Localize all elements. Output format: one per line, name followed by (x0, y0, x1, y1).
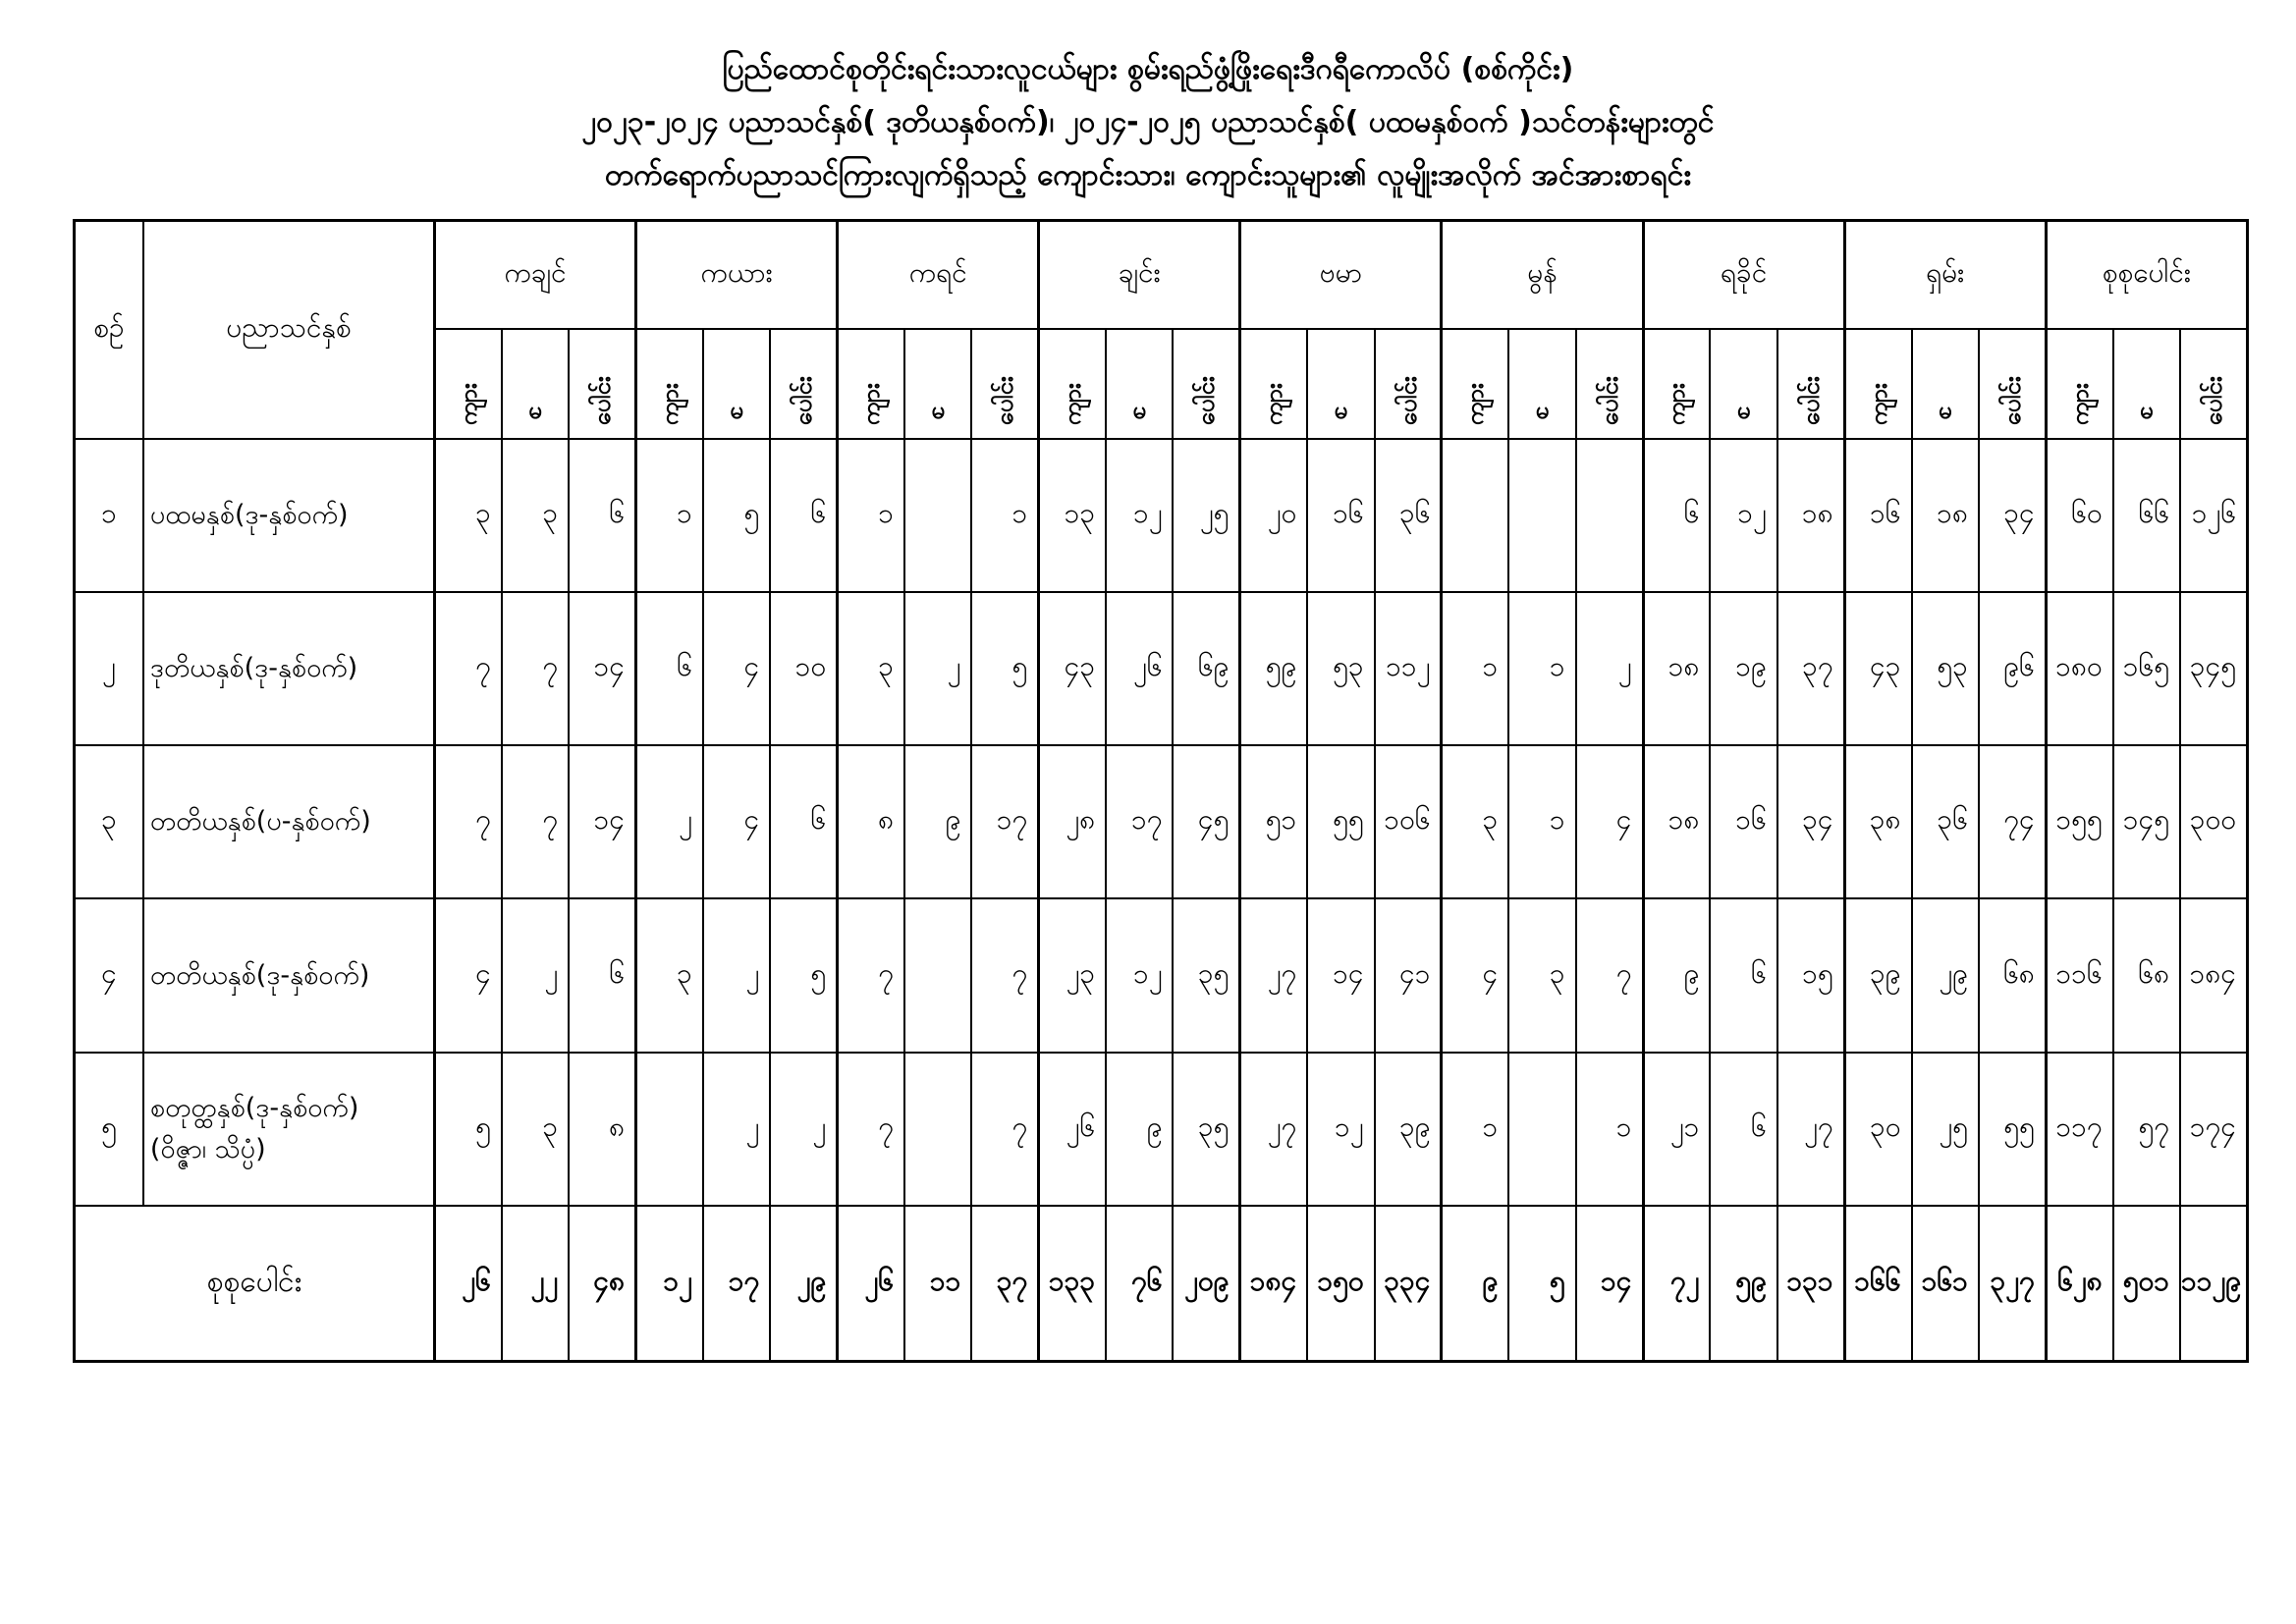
header-sub (569, 329, 635, 439)
total-cell: ၂၆ (838, 1206, 904, 1361)
year-cell (143, 898, 435, 1052)
count-cell: ၇ (838, 1053, 904, 1206)
header-sub-label: ကျား (1059, 383, 1087, 426)
count-cell: ၂ (703, 1053, 770, 1206)
total-cell: ၃၃၄ (1375, 1206, 1442, 1361)
header-sub (502, 329, 569, 439)
table-row (75, 592, 2248, 745)
year-cell (143, 439, 435, 592)
header-sub (1173, 329, 1239, 439)
count-cell: ၁ (636, 439, 703, 592)
header-sub (2046, 329, 2112, 439)
count-cell: ၁၆၅ (2113, 592, 2180, 745)
count-cell: ၂ (703, 898, 770, 1052)
table-row (75, 1053, 2248, 1206)
header-sub (838, 329, 904, 439)
year-line: စတုတ္ထနှစ်(ဒု-နှစ်ဝက်) (149, 1092, 359, 1123)
count-cell: ၁ (1442, 592, 1508, 745)
header-sub (1643, 329, 1710, 439)
header-sub (971, 329, 1038, 439)
count-cell: ၂၇ (1777, 1053, 1844, 1206)
year-line: ဒုတိယနှစ်(ဒု-နှစ်ဝက်) (149, 652, 358, 683)
count-cell: ၂၆ (1106, 592, 1173, 745)
year-cell (143, 1053, 435, 1206)
header-sub (636, 329, 703, 439)
count-cell: ၁၈၄ (2180, 898, 2248, 1052)
count-cell: ၂ (904, 592, 971, 745)
count-cell: ၂၆ (1039, 1053, 1106, 1206)
count-cell: ၁၆ (1710, 745, 1777, 898)
header-sub (1442, 329, 1508, 439)
total-cell: ၂၉ (770, 1206, 837, 1361)
count-cell: ၅ (703, 439, 770, 592)
count-cell: ၁၅ (1777, 898, 1844, 1052)
count-cell: ၁၀ (770, 592, 837, 745)
header-sub (1375, 329, 1442, 439)
header-sub (770, 329, 837, 439)
count-cell: ၁ (838, 439, 904, 592)
count-cell: ၃၆ (1375, 439, 1442, 592)
count-cell: ၃၀၀ (2180, 745, 2248, 898)
total-cell: ၁၁ (904, 1206, 971, 1361)
count-cell: ၃၇ (1777, 592, 1844, 745)
count-cell: ၇ (434, 592, 501, 745)
total-cell: ၂၀၉ (1173, 1206, 1239, 1361)
header-group: ကယား (636, 221, 838, 329)
count-cell: ၉ (904, 745, 971, 898)
count-cell: ၁ (1576, 1053, 1643, 1206)
total-cell: ၆၂၈ (2046, 1206, 2112, 1361)
count-cell: ၅၁ (1240, 745, 1307, 898)
grand-total-label: စုစုပေါင်း (75, 1206, 435, 1361)
count-cell: ၂၀ (1240, 439, 1307, 592)
count-cell: ၃၆ (1912, 745, 1979, 898)
count-cell: ၃ (1508, 898, 1575, 1052)
serial-cell: ၂ (75, 592, 143, 745)
year-cell (143, 745, 435, 898)
serial-cell: ၄ (75, 898, 143, 1052)
total-cell: ၅ (1508, 1206, 1575, 1361)
count-cell: ၄၃ (1844, 592, 1911, 745)
count-cell: ၂၅ (1912, 1053, 1979, 1206)
total-cell: ၇၆ (1106, 1206, 1173, 1361)
count-cell: ၂၃ (1039, 898, 1106, 1052)
count-cell: ၇ (838, 898, 904, 1052)
count-cell: ၇ (502, 592, 569, 745)
header-group: ကချင် (434, 221, 635, 329)
count-cell: ၆ (770, 439, 837, 592)
count-cell: ၂၇ (1240, 898, 1307, 1052)
header-sub-label: မ (1736, 396, 1751, 424)
count-cell: ၂၇ (1240, 1053, 1307, 1206)
header-sub-label: မ (1132, 396, 1147, 424)
count-cell: ၃၉ (1844, 898, 1911, 1052)
count-cell: ၉ (1643, 898, 1710, 1052)
header-sub (1039, 329, 1106, 439)
count-cell (1576, 439, 1643, 592)
serial-cell: ၃ (75, 745, 143, 898)
count-cell: ၁၂၆ (2180, 439, 2248, 592)
header-academic-year: ပညာသင်နှစ် (143, 221, 435, 439)
count-cell: ၁၂ (1307, 1053, 1374, 1206)
total-cell: ၁၂ (636, 1206, 703, 1361)
count-cell: ၇ (971, 898, 1038, 1052)
count-cell: ၁၄ (569, 745, 635, 898)
count-cell: ၆၀ (2046, 439, 2112, 592)
count-cell: ၃၈ (1844, 745, 1911, 898)
count-cell: ၁၈၀ (2046, 592, 2112, 745)
count-cell: ၅၉ (1240, 592, 1307, 745)
count-cell (636, 1053, 703, 1206)
count-cell: ၁၇ (1106, 745, 1173, 898)
total-cell: ၅၉ (1710, 1206, 1777, 1361)
count-cell: ၁၄ (1307, 898, 1374, 1052)
count-cell: ၂၁ (1643, 1053, 1710, 1206)
serial-cell: ၅ (75, 1053, 143, 1206)
count-cell: ၃ (636, 898, 703, 1052)
count-cell: ၆ (1710, 1053, 1777, 1206)
header-group: ရှမ်း (1844, 221, 2046, 329)
count-cell: ၁ (1442, 1053, 1508, 1206)
count-cell: ၃ (1442, 745, 1508, 898)
count-cell: ၁ (1508, 592, 1575, 745)
year-cell (143, 592, 435, 745)
header-sub (1576, 329, 1643, 439)
table-row (75, 745, 2248, 898)
count-cell: ၆ (569, 898, 635, 1052)
header-sub-label: ပေါင်း (790, 376, 818, 426)
count-cell: ၂၈ (1039, 745, 1106, 898)
count-cell: ၄ (703, 592, 770, 745)
count-cell: ၁၉ (1710, 592, 1777, 745)
count-cell: ၁၂ (1106, 439, 1173, 592)
total-cell: ၁၁၂၉ (2180, 1206, 2248, 1361)
count-cell: ၄ (703, 745, 770, 898)
count-cell: ၅၃ (1307, 592, 1374, 745)
count-cell: ၉ (1106, 1053, 1173, 1206)
count-cell (904, 1053, 971, 1206)
count-cell: ၆ (636, 592, 703, 745)
header-sub (904, 329, 971, 439)
header-sub-label: ကျား (2065, 383, 2094, 426)
count-cell: ၁၁၇ (2046, 1053, 2112, 1206)
header-sub-label: မ (1334, 396, 1348, 424)
count-cell: ၇ (1576, 898, 1643, 1052)
count-cell: ၅၅ (1979, 1053, 2046, 1206)
table-row (75, 439, 2248, 592)
total-cell: ၁၆၁ (1912, 1206, 1979, 1361)
count-cell: ၁၁၂ (1375, 592, 1442, 745)
header-sub-label: မ (1535, 396, 1550, 424)
count-cell: ၂ (636, 745, 703, 898)
count-cell: ၆၆ (2113, 439, 2180, 592)
count-cell (1508, 1053, 1575, 1206)
header-sub (1710, 329, 1777, 439)
count-cell: ၁၈ (1777, 439, 1844, 592)
count-cell: ၄၁ (1375, 898, 1442, 1052)
header-sub-label: မ (931, 396, 946, 424)
header-group: ဗမာ (1240, 221, 1442, 329)
header-sub-label: ပေါင်း (1192, 376, 1221, 426)
enrollment-table (73, 219, 2249, 1363)
count-cell: ၁၈ (1643, 745, 1710, 898)
count-cell: ၃ (838, 592, 904, 745)
count-cell: ၅ (434, 1053, 501, 1206)
count-cell: ၉၆ (1979, 592, 2046, 745)
title-line-3: တက်ရောက်ပညာသင်ကြားလျက်ရှိသည့် ကျောင်းသား၊ ကျောင်းသူများ၏ လူမျိုးအလိုက် အင်အားစာရင်း (605, 158, 1691, 192)
total-cell: ၁၆၆ (1844, 1206, 1911, 1361)
total-cell: ၄၈ (569, 1206, 635, 1361)
count-cell: ၁၃ (1039, 439, 1106, 592)
total-cell: ၁၅၀ (1307, 1206, 1374, 1361)
count-cell (1442, 439, 1508, 592)
count-cell: ၇ (971, 1053, 1038, 1206)
header-sub (1508, 329, 1575, 439)
count-cell: ၁၅၅ (2046, 745, 2112, 898)
header-sub-label: ကျား (655, 383, 683, 426)
header-sub-label: မ (730, 396, 743, 424)
count-cell: ၁ (971, 439, 1038, 592)
year-line: တတိယနှစ်(ဒု-နှစ်ဝက်) (149, 959, 370, 991)
count-cell: ၁၇ (971, 745, 1038, 898)
count-cell: ၆၈ (2113, 898, 2180, 1052)
count-cell: ၂ (1576, 592, 1643, 745)
header-sub (2180, 329, 2248, 439)
count-cell (904, 439, 971, 592)
total-cell: ၅၀၁ (2113, 1206, 2180, 1361)
count-cell: ၆ (569, 439, 635, 592)
count-cell: ၄ (434, 898, 501, 1052)
count-cell: ၃၉ (1375, 1053, 1442, 1206)
count-cell: ၄ (1576, 745, 1643, 898)
count-cell: ၁၄၅ (2113, 745, 2180, 898)
header-sub-label: ကျား (454, 383, 482, 426)
header-sub (434, 329, 501, 439)
total-cell: ၃၂၇ (1979, 1206, 2046, 1361)
count-cell: ၃၄၅ (2180, 592, 2248, 745)
count-cell: ၁၆ (1307, 439, 1374, 592)
count-cell: ၃၀ (1844, 1053, 1911, 1206)
count-cell (1508, 439, 1575, 592)
count-cell: ၂ (502, 898, 569, 1052)
header-sub-label: ပေါင်း (1394, 376, 1422, 426)
count-cell: ၅၃ (1912, 592, 1979, 745)
total-cell: ၁၃၁ (1777, 1206, 1844, 1361)
year-line: ပထမနှစ်(ဒု-နှစ်ဝက်) (149, 499, 349, 530)
count-cell: ၁၄ (569, 592, 635, 745)
count-cell: ၈ (838, 745, 904, 898)
count-cell: ၆၈ (1979, 898, 2046, 1052)
count-cell: ၁၈ (1912, 439, 1979, 592)
header-sub (703, 329, 770, 439)
total-cell: ၂၂ (502, 1206, 569, 1361)
count-cell: ၇ (502, 745, 569, 898)
count-cell: ၄၅ (1173, 745, 1239, 898)
count-cell: ၆ (770, 745, 837, 898)
header-sub-label: မ (2139, 396, 2154, 424)
header-sub-label: ပေါင်း (588, 376, 617, 426)
header-sub-label: မ (1938, 396, 1952, 424)
header-sub (2113, 329, 2180, 439)
count-cell: ၃၅ (1173, 1053, 1239, 1206)
header-group: ရခိုင် (1643, 221, 1844, 329)
header-sub-label: ပေါင်း (991, 376, 1019, 426)
count-cell: ၃ (502, 1053, 569, 1206)
count-cell: ၃ (434, 439, 501, 592)
header-group: ကရင် (838, 221, 1039, 329)
count-cell: ၅၇ (2113, 1053, 2180, 1206)
count-cell: ၁၆ (1844, 439, 1911, 592)
count-cell: ၃၄ (1979, 439, 2046, 592)
count-cell: ၁၀၆ (1375, 745, 1442, 898)
document-title (0, 43, 2296, 202)
header-sub-label: ကျား (1864, 383, 1892, 426)
header-sub-label: ပေါင်း (1997, 376, 2026, 426)
count-cell: ၃၄ (1777, 745, 1844, 898)
total-cell: ၁၃၃ (1039, 1206, 1106, 1361)
header-sub-label: ပေါင်း (2199, 376, 2227, 426)
total-cell: ၃၇ (971, 1206, 1038, 1361)
count-cell: ၁၂ (1106, 898, 1173, 1052)
count-cell: ၄ (1442, 898, 1508, 1052)
header-sub (1240, 329, 1307, 439)
count-cell: ၁၈ (1643, 592, 1710, 745)
header-sub-label: ပေါင်း (1595, 376, 1623, 426)
count-cell (904, 898, 971, 1052)
count-cell: ၁၁၆ (2046, 898, 2112, 1052)
header-group: မွန် (1442, 221, 1643, 329)
count-cell: ၃၅ (1173, 898, 1239, 1052)
grand-total-row (75, 1206, 2248, 1361)
total-cell: ၁၈၄ (1240, 1206, 1307, 1361)
header-sub (1979, 329, 2046, 439)
title-line-2: ၂၀၂၃-၂၀၂၄ ပညာသင်နှစ်( ဒုတိယနှစ်ဝက်)၊ ၂၀၂၄-၂၀၂၅ ပညာသင်နှစ်( ပထမနှစ်ဝက် )သင်တန်းများတွင် (581, 105, 1715, 139)
total-cell: ၂၆ (434, 1206, 501, 1361)
header-sub-label: မ (528, 396, 542, 424)
count-cell: ၃ (502, 439, 569, 592)
count-cell: ၂၅ (1173, 439, 1239, 592)
header-group: စုစုပေါင်း (2046, 221, 2247, 329)
total-cell: ၁၇ (703, 1206, 770, 1361)
header-sub (1106, 329, 1173, 439)
header-sub-label: ပေါင်း (1796, 376, 1825, 426)
count-cell: ၅ (770, 898, 837, 1052)
header-serial-no: စဉ် (75, 221, 143, 439)
count-cell: ၂၉ (1912, 898, 1979, 1052)
count-cell: ၈ (569, 1053, 635, 1206)
count-cell: ၄၃ (1039, 592, 1106, 745)
year-line: (ဝိဇ္ဇာ၊ သိပ္ပံ) (149, 1133, 266, 1164)
count-cell: ၆၉ (1173, 592, 1239, 745)
count-cell: ၆ (1643, 439, 1710, 592)
serial-cell: ၁ (75, 439, 143, 592)
header-sub-label: ကျား (1663, 383, 1691, 426)
count-cell: ၁၂ (1710, 439, 1777, 592)
header-sub-label: ကျား (1461, 383, 1490, 426)
count-cell: ၂ (770, 1053, 837, 1206)
header-sub (1777, 329, 1844, 439)
table-row (75, 898, 2248, 1052)
header-sub-label: ကျား (857, 383, 886, 426)
total-cell: ၁၄ (1576, 1206, 1643, 1361)
count-cell: ၅ (971, 592, 1038, 745)
count-cell: ၁၇၄ (2180, 1053, 2248, 1206)
header-sub (1912, 329, 1979, 439)
count-cell: ၆ (1710, 898, 1777, 1052)
header-sub (1844, 329, 1911, 439)
title-line-1: ပြည်ထောင်စုတိုင်းရင်းသားလူငယ်များ စွမ်းရည်ဖွံ့ဖြိုးရေးဒီဂရီကောလိပ် (စစ်ကိုင်း) (722, 52, 1574, 86)
header-sub-label: ကျား (1260, 383, 1288, 426)
count-cell: ၇၄ (1979, 745, 2046, 898)
count-cell: ၅၅ (1307, 745, 1374, 898)
header-group: ချင်း (1039, 221, 1240, 329)
year-line: တတိယနှစ်(ပ-နှစ်ဝက်) (149, 806, 371, 838)
header-sub (1307, 329, 1374, 439)
count-cell: ၁ (1508, 745, 1575, 898)
count-cell: ၇ (434, 745, 501, 898)
total-cell: ၉ (1442, 1206, 1508, 1361)
total-cell: ၇၂ (1643, 1206, 1710, 1361)
